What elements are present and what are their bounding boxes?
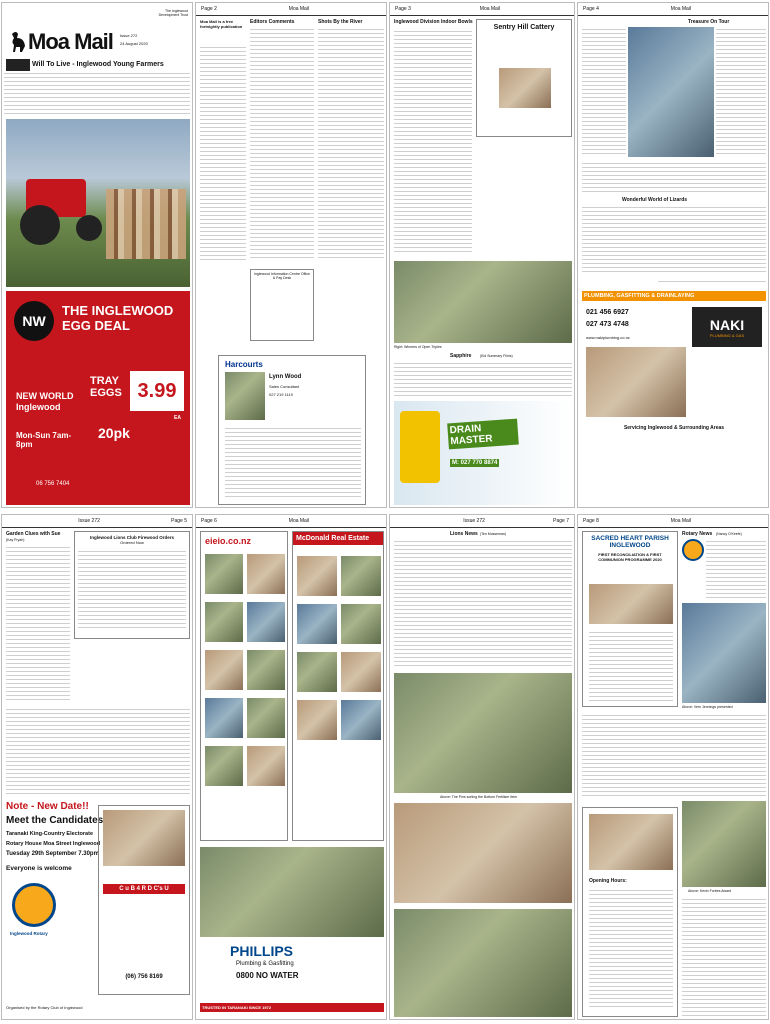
page-header [2,515,192,528]
page-1 [1,2,193,508]
header-title: Moa Mail [670,518,692,524]
masthead [8,29,113,55]
page-header [578,515,768,528]
naki-ad [582,285,766,441]
col3-text [318,27,384,261]
venue: Rotary House Moa Street Inglewood [6,841,101,847]
nw-logo: NW [14,301,54,341]
col3-title: Shots By the River [318,19,363,25]
date: 24 August 2020 [120,41,148,46]
sapphire-text [394,361,572,397]
cattery-ad [476,19,572,137]
trusted: TRUSTED IN TARANAKI SINCE 1972 [200,1003,384,1012]
cattery-title: Sentry Hill Cattery [493,24,555,31]
col1-text [200,45,246,261]
everyone: Everyone is welcome [6,865,72,872]
rotary-logo [12,883,56,927]
page-3 [389,2,575,508]
church-ad [582,531,678,707]
page-number: Page 4 [583,6,599,12]
notice-date: Ordered Now [120,540,144,545]
naki-phone1: 021 456 6927 [586,309,629,316]
headline: Will To Live - Inglewood Young Farmers [32,61,164,68]
phillips-sub: Plumbing & Gasfitting [236,961,294,967]
header-title: Moa Mail [288,6,310,12]
kevin-photo [682,801,766,887]
headline: Treasure On Tour [688,19,730,25]
page-2 [195,2,387,508]
page-number: Page 7 [553,518,569,524]
treasure-text-wide [582,161,766,193]
rotary-logo [682,539,704,561]
col2-title: Editors Comments [250,19,295,25]
page-header [390,3,574,16]
rotary-text [706,539,766,599]
sub: (Kay Pryah) [6,538,25,542]
parish-text [582,713,766,799]
naki-photo [586,347,686,417]
lions-photo-1 [394,673,572,793]
header-title: Moa Mail [479,6,501,12]
headline: Garden Clues with Sue [6,531,61,537]
phillips-logo: PHILLIPS [230,943,294,959]
rotary-news: Rotary News [682,531,713,537]
page-number: Page 5 [171,518,187,524]
lizards-title: Wonderful World of Lizards [622,197,688,203]
caption2: Above: Kevin Forbes Award [688,889,732,893]
page-number: Page 2 [201,6,217,12]
egg-deal-ad [6,291,190,505]
price-badge [130,371,184,411]
naki-ad-title: PLUMBING, GASFITTING & DRAINLAYING [582,291,766,301]
sub: (Ten Mosseman) [480,532,507,536]
headline: Lions News [450,531,478,537]
page-5 [1,514,193,1020]
pack-size: 20pk [98,425,130,441]
sapphire-title: Sapphire [450,353,472,359]
eieio-ad [200,531,288,841]
mcdonald-ad [292,531,384,841]
rotary-sub: (Nancy O'Keefe) [716,532,742,536]
rotary-label: Inglewood Rotary [10,931,48,936]
page-number: Page 8 [583,518,599,524]
col2-text [250,27,314,261]
cat-photo [499,68,551,108]
corner-note: The Inglewood Development Trust [158,9,188,17]
harcourts-ad [218,355,366,505]
church-title: SACRED HEART PARISH INGLEWOOD [591,535,669,549]
harcourts-logo: Harcourts [225,360,263,369]
page-7 [389,514,575,1020]
price: 3.99 [137,379,177,402]
page-number: Page 3 [395,6,411,12]
headline: Inglewood Division Indoor Bowls [394,19,473,25]
new-world-label: NEW WORLD Inglewood [16,391,74,412]
firewood-notice [74,531,190,639]
mcdonald-title: McDonald Real Estate [293,532,383,545]
meet: Meet the Candidates [6,815,104,826]
agent-phone: 027 219 1119 [269,392,293,397]
page-8 [577,514,769,1020]
issue: Issue 272 [78,518,100,524]
treasure-text-right [716,27,766,157]
hours: Mon-Sun 7am-8pm [16,431,72,449]
masthead-title: Moa Mail [28,29,113,54]
page-4 [577,2,769,508]
agent-photo [225,372,265,420]
page-header [196,3,386,16]
firm-ad [98,805,190,995]
phone: 06 756 7404 [36,481,70,487]
col1-title: Moa Mail is a free fortnightly publication [200,19,243,29]
lions-photo-3 [394,909,572,1017]
ad-text [225,426,361,500]
sapphire-sub: (Kid Summary Films) [480,354,513,358]
garden-text-wide [6,707,190,797]
time: Tuesday 29th September 7.30pm [6,851,99,857]
drain-master-ad [394,401,572,505]
garden-text [6,545,70,703]
eieio-title: eieio.co.nz [205,536,252,546]
treasure-photo [628,27,714,157]
naki-web: www.nakiplumbing.co.nz [586,335,630,340]
moa-bird-icon [8,30,28,54]
issue: Issue 272 [463,518,485,524]
page-header [390,515,574,528]
drain-phone: M: 027 770 8874 [452,460,498,466]
bowls-photo [394,261,572,343]
header-title: Moa Mail [670,6,692,12]
caption1: Above: Vern Jennings presented [682,705,733,709]
agent-role: Sales Consultant [269,384,300,389]
firm-phone: (06) 756 8169 [125,974,163,980]
article-text [4,71,190,117]
lions-photo-2 [394,803,572,903]
page-header [578,3,768,16]
naki-service: Servicing Inglewood & Surrounding Areas [623,425,725,431]
page-6 [195,514,387,1020]
note: Note - New Date!! [6,801,89,812]
church-sub: FIRST RECONCILIATION & FIRST COMMUNION PROGRAMME 2020 [598,552,662,562]
notice-title: Inglewood Lions Club Firewood Orders [89,535,174,540]
bowls-text [394,29,472,255]
issue: Issue 272 [120,33,138,38]
agent-name: Lynn Wood [269,374,302,380]
event: Taranaki King-Country Electorate [6,831,93,837]
library-ad [582,807,678,1017]
page-header [196,515,386,528]
phillips-ad [200,847,384,1017]
naki-phone2: 027 473 4748 [586,321,629,328]
rotary-photo [682,603,766,703]
tractor-photo [6,119,190,287]
drain-master-title: DRAIN MASTER [447,419,519,450]
treasure-text [582,27,626,157]
tray-eggs: TRAY EGGS [90,375,122,399]
header-title: Moa Mail [288,518,310,524]
caption: Right: Winners of Open Triples [394,345,442,349]
price-unit: EA [174,415,181,421]
firm-ad-title: C u B 4 R D C's U [103,884,185,894]
lions-text [394,539,572,669]
opening-hours: Opening Hours: [589,878,627,884]
organised: Organised by the Rotary Club of Inglewood [6,1005,83,1010]
lizards-text [582,205,766,275]
phillips-phone: 0800 NO WATER [236,971,299,980]
caption: Above: The Pins sorting the Bottom Fertiliser Item [440,795,518,799]
naki-logo: NAKI PLUMBING & GAS [692,307,762,347]
egg-deal-title: THE INGLEWOOD EGG DEAL [62,303,174,333]
office-box: Inglewood Information Centre Office & Pay Desk [250,269,314,341]
rotary-text-2 [682,897,766,1017]
page-number: Page 6 [201,518,217,524]
